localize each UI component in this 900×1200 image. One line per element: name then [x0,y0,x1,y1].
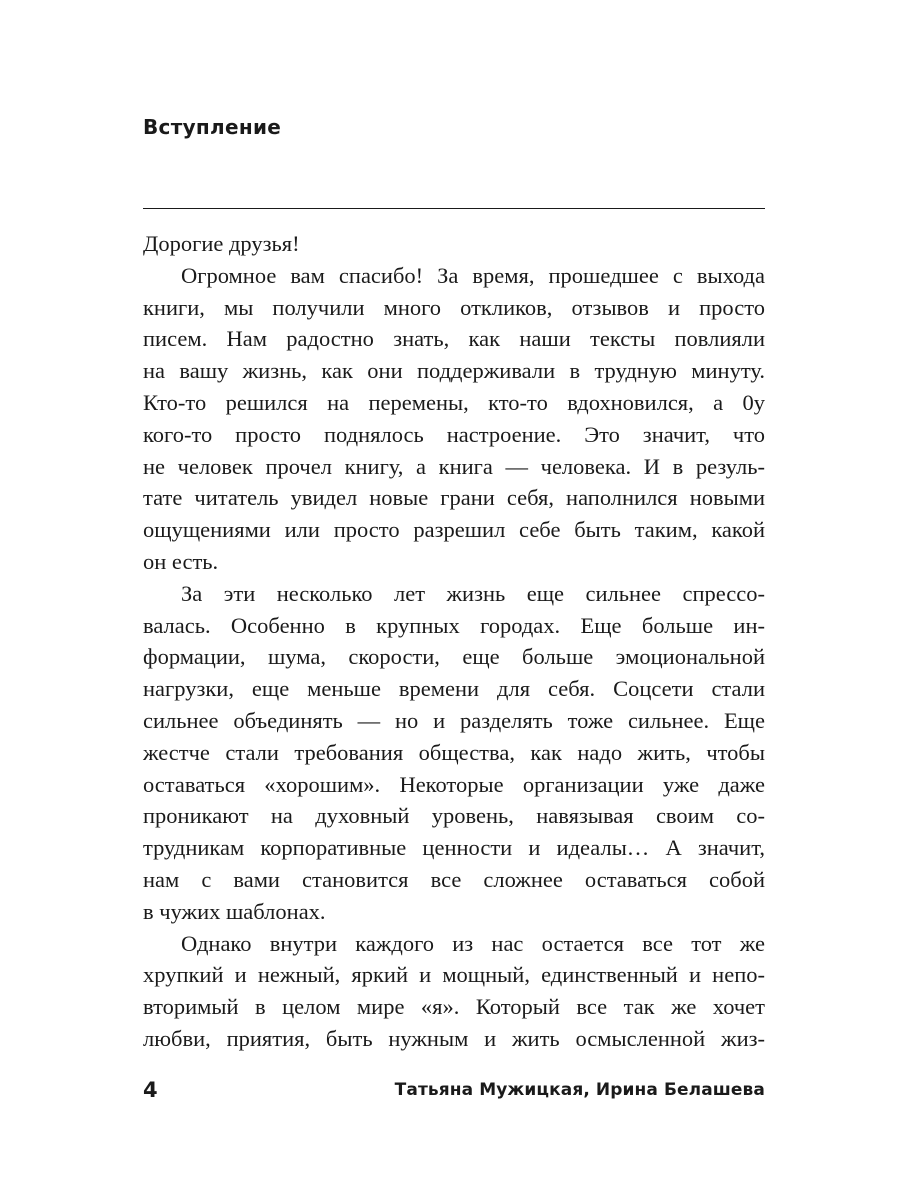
text-line: не человек прочел книгу, а книга — человека. И в резуль- [143,453,765,479]
text-line: ощущениями или просто разрешил себе быть таким, какой [143,517,765,543]
text-line: нагрузки, еще меньше времени для себя. Соцсети стали [143,676,765,702]
text-line: вторимый в целом мире «я». Который все так же хочет [143,994,765,1020]
text-line: он есть. [143,548,219,574]
running-footer-authors: Татьяна Мужицкая, Ирина Белашева [394,1080,765,1100]
text-line: тате читатель увидел новые грани себя, наполнился новыми [143,485,765,511]
text-line: За эти несколько лет жизнь еще сильнее спрессо- [181,580,765,606]
text-line: Однако внутри каждого из нас остается все тот же [181,930,765,956]
text-line: Огромное вам спасибо! За время, прошедшее с выхода [181,262,765,288]
text-line: в чужих шаблонах. [143,898,326,924]
text-line: формации, шума, скорости, еще больше эмоциональной [143,644,765,670]
chapter-heading: Вступление [143,115,282,139]
text-line: нам с вами становится все сложнее оставаться собой [143,866,765,892]
heading-divider [143,208,765,209]
page-number: 4 [143,1078,158,1102]
text-line: проникают на духовный уровень, навязывая своим со- [143,803,765,829]
text-line: оставаться «хорошим». Некоторые организации уже даже [143,771,765,797]
text-line: хрупкий и нежный, яркий и мощный, единственный и непо- [143,962,765,988]
text-line: писем. Нам радостно знать, как наши тексты повлияли [143,326,765,352]
text-line: любви, приятия, быть нужным и жить осмысленной жиз- [143,1025,765,1051]
greeting-line: Дорогие друзья! [143,231,300,256]
text-line: валась. Особенно в крупных городах. Еще больше ин- [143,612,765,638]
text-line: книги, мы получили много откликов, отзывов и просто [143,294,765,320]
text-line: Кто-то решился на перемены, кто-то вдохновился, а 0у [143,389,765,415]
body-text [143,228,765,1055]
text-line: сильнее объединять — но и разделять тоже сильнее. Еще [143,707,765,733]
text-line: кого-то просто поднялось настроение. Это значит, что [143,421,765,447]
text-line: жестче стали требования общества, как надо жить, чтобы [143,739,765,765]
text-line: на вашу жизнь, как они поддерживали в трудную минуту. [143,358,765,384]
text-line: трудникам корпоративные ценности и идеалы… А значит, [143,835,765,861]
